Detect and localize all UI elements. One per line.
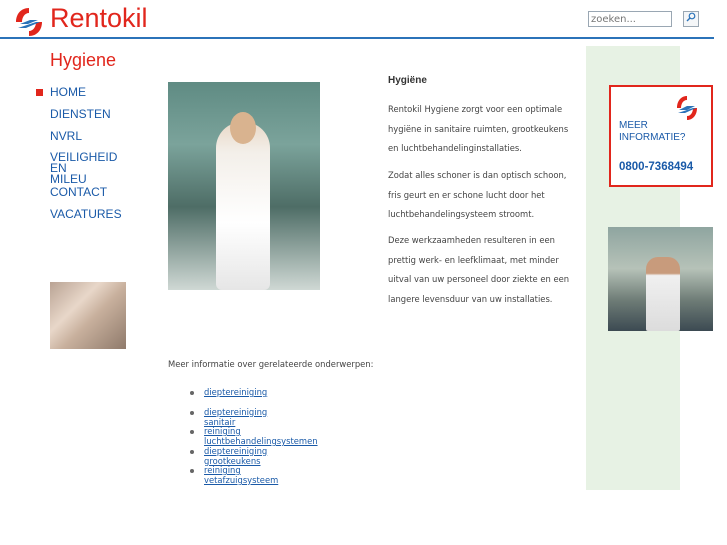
- bullet-icon: [190, 411, 194, 415]
- nav-item-nvrl[interactable]: [50, 130, 130, 152]
- intro-paragraph: Rentokil Hygiene zorgt voor een optimale hygiëne in sanitaire ruimten, grootkeukens en luchtbehandelinginstallaties.: [388, 104, 569, 153]
- rentokil-logo-icon[interactable]: [14, 6, 44, 38]
- nav-item-label: DIENSTEN: [50, 107, 111, 121]
- rentokil-swirl-icon: [675, 95, 699, 121]
- nav-item-contact[interactable]: [50, 186, 130, 208]
- woman-in-washroom-image: [168, 82, 320, 290]
- search-icon: [686, 14, 696, 25]
- brand-name[interactable]: Rentokil: [50, 3, 148, 33]
- more-info-box[interactable]: [609, 85, 713, 187]
- clean-paragraph: Zodat alles schoner is dan optisch schoon, fris geurt en er schone lucht door het luchtbehandelingsysteem stroomt.: [388, 170, 567, 219]
- bullet-icon: [190, 469, 194, 473]
- search-input[interactable]: [588, 11, 672, 27]
- active-bullet-icon: [36, 89, 43, 96]
- link-reiniging-vetafzuigsysteem[interactable]: reiniging vetafzuigsysteem: [204, 465, 279, 485]
- woman-figure: [216, 122, 270, 290]
- link-reiniging-luchtbehandeling[interactable]: reiniging luchtbehandelingsystemen: [204, 426, 318, 446]
- related-topics-label: Meer informatie over gerelateerde onderwerpen:: [168, 359, 374, 369]
- link-dieptereiniging[interactable]: dieptereiniging: [204, 387, 268, 397]
- bullet-icon: [190, 430, 194, 434]
- nav-item-label: VACATURES: [50, 207, 122, 221]
- nav-item-label: NVRL: [50, 129, 83, 143]
- page-heading: Hygiëne: [388, 75, 427, 86]
- section-title: Hygiene: [50, 50, 117, 70]
- bullet-icon: [190, 450, 194, 454]
- technician-image: [608, 227, 713, 331]
- nav-item-label: HOME: [50, 85, 86, 99]
- link-dieptereiniging-sanitair[interactable]: dieptereiniging sanitair: [204, 406, 268, 427]
- nav-item-label: VEILIGHEID EN MILEU: [50, 150, 118, 186]
- nav-item-diensten[interactable]: [50, 108, 130, 130]
- hands-washing-image: [50, 282, 126, 349]
- result-paragraph: Deze werkzaamheden resulteren in een prettig werk- en leefklimaat, met minder uitval van uw personeel door ziekte en een langere levensduur van uw installaties.: [388, 235, 570, 304]
- woman-head: [230, 112, 256, 144]
- search-button[interactable]: [683, 11, 699, 27]
- nav-item-veiligheid[interactable]: [50, 152, 130, 186]
- more-info-label: MEER INFORMATIE?: [619, 120, 686, 143]
- nav-item-label: CONTACT: [50, 185, 108, 199]
- nav-item-home[interactable]: [50, 86, 130, 108]
- technician-figure: [646, 257, 680, 331]
- link-dieptereiniging-grootkeukens[interactable]: dieptereiniging grootkeukens: [204, 445, 268, 466]
- phone-number[interactable]: 0800-7368494: [619, 161, 694, 173]
- sidebar-nav: [50, 86, 130, 230]
- header-divider: [0, 37, 714, 39]
- bullet-icon: [190, 391, 194, 395]
- nav-item-vacatures[interactable]: [50, 208, 130, 230]
